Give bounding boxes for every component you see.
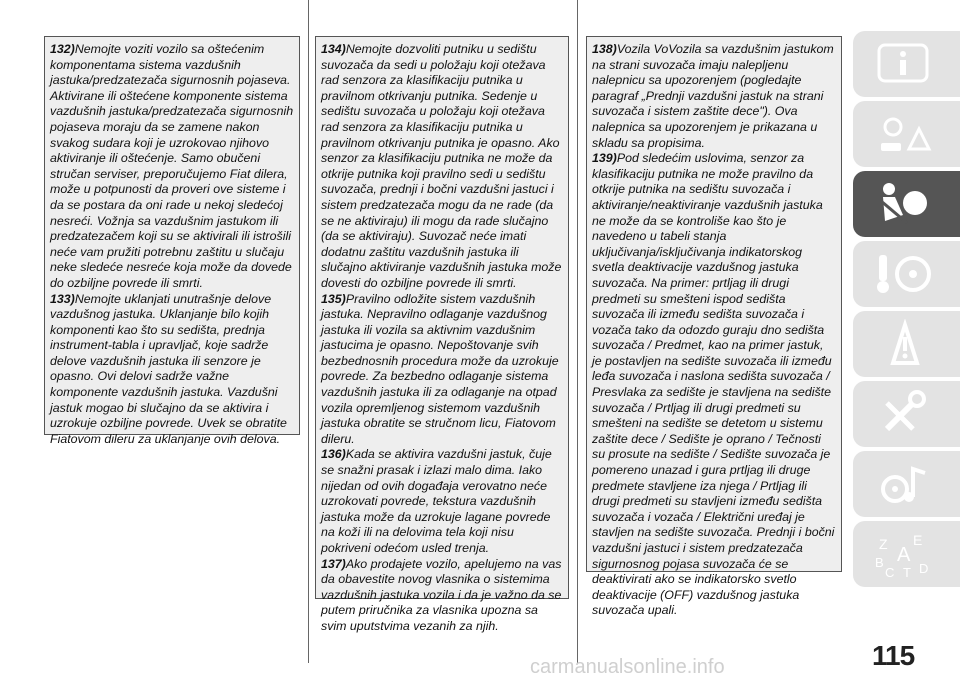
note-text: Pod sledećim uslovima, senzor za klasifikaciju putnika ne može pravilno da otkrije putnika na sedištu suvozača i aktiviranje/neaktiviranje vazdušnih jastuka ne može da se kontroliše kao što je navedeno u tabeli stanja uključivanja/isključivanja indikatorskog svetla deaktivacije vazdušnog jastuka suvozača. Na primer: prtljag ili drugi predmeti su smešteni ispod sedišta suvozača ili između sedišta suvozača i vozača tako da odozdo guraju dno sedišta suvozača / Predmet, kao na primer jastuk, je postavljen na sedište suvozača ili između leđa suvozača i naslona sedišta suvozača / Presvlaka za sedište je stavljena na sedište suvozača / Prtljag ili drugi predmeti su smešteni na sedište se detetom u sistemu zaštite dece / Sedište je oprano / Tečnosti su prosute na sedište / Sedište suvozača je pomereno unazad i gura prtljag ili druge predmete stavljene iza njega / Prtljag ili drugi predmeti su stavljeni između sedišta suvozača i vozača / Električni uređaj je stavljen na sedište suvozača. Prednji i bočni vazdušni jastuci i sistem predzatezača sigurnosnog pojasa suvozača će se deaktivirati ako se indikatorsko svetlo deaktivacije (OFF) vazdušnog jastuka suvozača upali. [592, 151, 835, 618]
note-number: 137) [321, 556, 346, 571]
warning-note-134 [321, 42, 563, 292]
warning-box-column-1 [44, 36, 300, 446]
tab-starting-driving[interactable] [853, 241, 960, 307]
car-info-icon [873, 39, 933, 89]
note-text: Nemojte dozvoliti putniku u sedištu suvozača da sedi u položaju koji otežava rad senzora za klasifikaciju putnika u pravilnom otkrivanju putnika. Sedenje u sedištu suvozača u položaju koji otežava rad senzora za klasifikaciju putnika u pravilnom otkrivanju putnika je opasno. Ako senzor za klasifikaciju putnika ne može da otkrije putnika koji pravilno sedi u sedištu suvozača, prednji i bočni vazdušni jastuci i sistem predzatezača mogu da ne rade (da se ne aktiviraju) ili mogu da rade slučajno (da se aktiviraju). Suvozač neće imati dodatnu zaštitu vazdušnih jastuka ili slučajno aktiviranje vazdušnih jastuka može dovesti do ozbiljne povrede ili smrti. [321, 42, 562, 290]
column-divider [577, 0, 578, 663]
note-number: 138) [592, 42, 617, 56]
note-number: 132) [50, 42, 75, 56]
warning-box-column-3 [586, 36, 842, 618]
column-divider [308, 0, 309, 663]
page-number: 115 [872, 640, 915, 671]
tab-car-info[interactable] [853, 31, 960, 97]
tab-maintenance[interactable] [853, 381, 960, 447]
warning-note-133 [50, 292, 294, 448]
note-text: Vozila VoVozila sa vazdušnim jastukom na strani suvozača imaju nalepljenu nalepnicu sa upozorenjem (pogledajte paragraf „Prednji vazdušni jastuk na strani suvozača i sistem zaštite dece"). Ova nalepnica sa upozorenjem je prikazana u skladu sa propisima. [592, 42, 834, 150]
tab-safety[interactable] [853, 171, 960, 237]
warning-box-column-2 [315, 36, 569, 633]
tab-index[interactable] [853, 521, 960, 587]
warning-note-137 [321, 557, 563, 635]
note-number: 139) [592, 151, 617, 166]
roadside-emergency-icon [873, 319, 933, 369]
note-number: 135) [321, 291, 346, 306]
index-letter: Z [879, 536, 888, 552]
note-number: 134) [321, 42, 346, 56]
note-text: Nemojte voziti vozilo sa oštećenim komponentama sistema vazdušnih jastuka/predzatezača sigurnosnih pojaseva. Aktivirane ili oštećene komponente sistema vazdušnih jastuka/predzatezača sigurnosnih pojaseva moraju da se zamene nakon svakog sudara koji je uzrokovao njihovo aktiviranje ili oštećenje. Samo obučeni stručan serviser, preporučujemo Fiat dilera, može u potpunosti da proveri ove sisteme i da se postara da oni rade u nekoj sledećoj nesreći. Vožnja sa vazdušnim jastukom ili predzatezačem koji su se aktivirali ili istrošili neće vam pružiti potrebnu zaštitu u slučaju neke sledeće nesreće koja može da dovede do ozbiljne povrede ili smrti. [50, 42, 294, 290]
warning-note-138 [592, 42, 836, 151]
warning-note-135 [321, 292, 563, 448]
alphabetical-index-icon [873, 529, 933, 579]
watermark: carmanualsonline.info [530, 656, 725, 678]
airbag-seatbelt-icon [873, 179, 933, 229]
note-number: 136) [321, 447, 346, 462]
dashboard-warning-icon [873, 109, 933, 159]
tab-dashboard[interactable] [853, 101, 960, 167]
index-letter: B [875, 555, 884, 570]
index-letter: C [885, 565, 895, 579]
warning-note-139 [592, 151, 836, 619]
multimedia-music-icon [873, 459, 933, 509]
index-letter: T [903, 565, 911, 579]
index-letter: D [919, 561, 929, 576]
tab-multimedia[interactable] [853, 451, 960, 517]
note-text: Pravilno odložite sistem vazdušnih jastuka. Nepravilno odlaganje vazdušnog jastuka ili vozila sa aktivnim vazdušnim jastucima je opasno. Nepoštovanje svih bezbednosnih procedura može da uzrokuje povrede. Za bezbedno odlaganje sistema vazdušnih jastuka ili za odlaganje na otpad vozila opremljenog sistemom vazdušnih jastuka obratite se stručnom licu, Fiatovom dileru. [321, 291, 559, 446]
tab-emergency[interactable] [853, 311, 960, 377]
index-letter: A [897, 544, 911, 566]
index-letter: E [913, 532, 923, 548]
key-steering-wheel-icon [873, 249, 933, 299]
note-text: Kada se aktivira vazdušni jastuk, čuje se snažni prasak i izlazi malo dima. Iako nijedan od ovih događaja verovatno neće uzrokovati povrede, tekstura vazdušnih jastuka može da uzrokuje lagane povrede na koži ili na delovima tela koji nisu pokriveni odećom usled trenja. [321, 447, 552, 555]
note-text: Ako prodajete vozilo, apelujemo na vas da obavestite novog vlasnika o sistemima vazdušnih jastuka vozila i da je važno da se putem priručnika za vlasnika upozna sa svim uputstvima vezanih za njih. [321, 556, 562, 633]
maintenance-tools-icon [873, 389, 933, 439]
warning-note-132 [50, 42, 294, 292]
warning-note-136 [321, 447, 563, 556]
note-text: Nemojte uklanjati unutrašnje delove vazdušnog jastuka. Uklanjanje bilo kojih komponenti kao što su sedišta, prednja instrument-tabla i upravljač, koje sadrže delove vazdušnih jastuka ili senzore je opasno. Ovi delovi sadrže važne komponente vazdušnih jastuka. Vazdušni jastuk mogao bi slučajno da se aktivira i uzrokuje ozbiljne povrede. Uvek se obratite Fiatovom dileru za uklanjanje ovih delova. [50, 291, 287, 446]
note-number: 133) [50, 291, 75, 306]
